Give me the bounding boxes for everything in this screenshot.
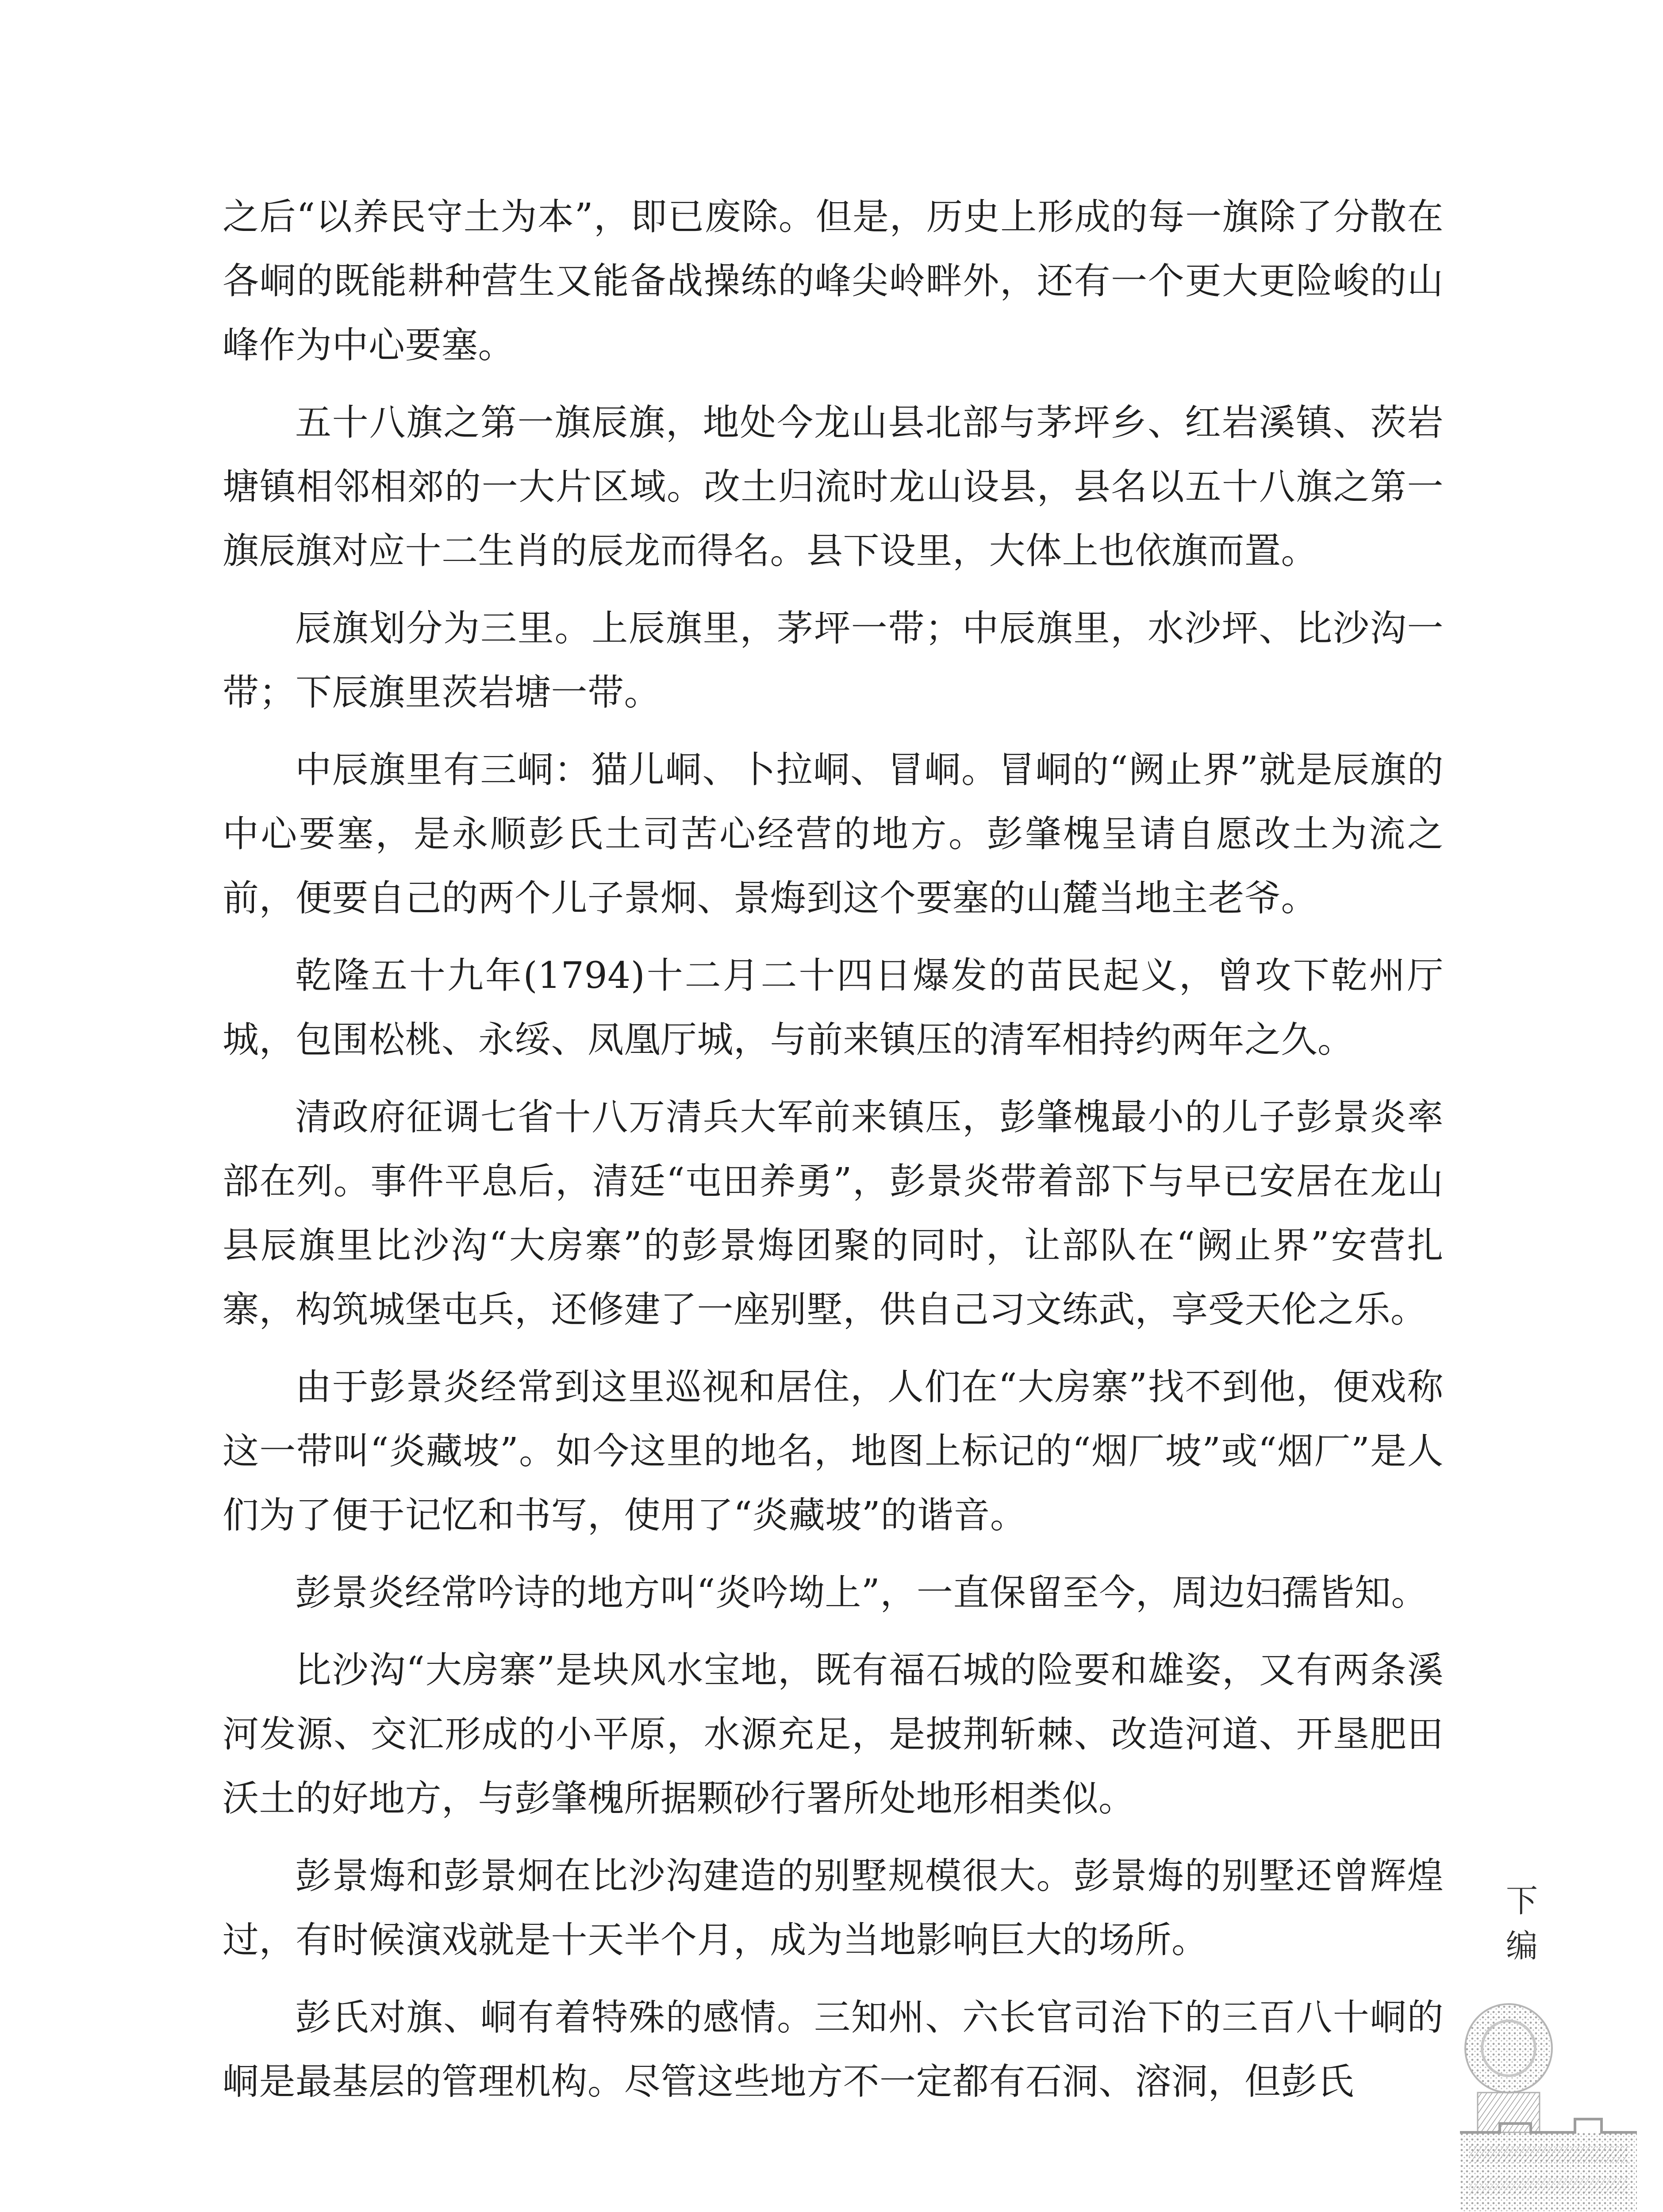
paragraph: 辰旗划分为三里。上辰旗里，茅坪一带；中辰旗里，水沙坪、比沙沟一带；下辰旗里茨岩塘一带。	[223, 607, 1444, 714]
paragraph: 彭氏对旗、峒有着特殊的感情。三知州、六长官司治下的三百八十峒的峒是最基层的管理机构。尽管这些地方不一定都有石洞、溶洞，但彭氏	[223, 1997, 1444, 2103]
paragraph: 清政府征调七省十八万清兵大军前来镇压，彭肇槐最小的儿子彭景炎率部在列。事件平息后，清廷“屯田养勇”，彭景炎带着部下与早已安居在龙山县辰旗里比沙沟“大房寨”的彭景烸团聚的同时，让部队在“阙止界”安营扎寨，构筑城堡屯兵，还修建了一座别墅，供自己习文练武，享受天伦之乐。	[223, 1096, 1444, 1331]
paragraph: 彭景炎经常吟诗的地方叫“炎吟坳上”，一直保留至今，周边妇孺皆知。	[295, 1572, 1428, 1614]
section-label: 下编	[1501, 1884, 1538, 1974]
paragraph: 中辰旗里有三峒：猫儿峒、卜拉峒、冒峒。冒峒的“阙止界”就是辰旗的中心要塞，是永顺彭氏土司苦心经营的地方。彭肇槐呈请自愿改土为流之前，便要自己的两个儿子景炯、景烸到这个要塞的山麓当地主老爷。	[223, 749, 1444, 919]
paragraph: 乾隆五十九年(1794)十二月二十四日爆发的苗民起义，曾攻下乾州厅城，包围松桃、永绥、凤凰厅城，与前来镇压的清军相持约两年之久。	[223, 955, 1444, 1061]
body-text	[223, 185, 1444, 2127]
paragraph: 五十八旗之第一旗辰旗，地处今龙山县北部与茅坪乡、红岩溪镇、茨岩塘镇相邻相郊的一大片区域。改土归流时龙山设县，县名以五十八旗之第一旗辰旗对应十二生肖的辰龙而得名。县下设里，大体上也依旗而置。	[223, 402, 1444, 572]
paragraph: 之后“以养民守土为本”，即已废除。但是，历史上形成的每一旗除了分散在各峒的既能耕种营生又能备战操练的峰尖岭畔外，还有一个更大更险峻的山峰作为中心要塞。	[223, 196, 1444, 366]
paragraph: 比沙沟“大房寨”是块风水宝地，既有福石城的险要和雄姿，又有两条溪河发源、交汇形成的小平原，水源充足，是披荆斩棘、改造河道、开垦肥田沃土的好地方，与彭肇槐所据颗砂行署所处地形相类似。	[223, 1649, 1444, 1820]
decorative-emblem	[1460, 2000, 1637, 2212]
paragraph: 彭景烸和彭景炯在比沙沟建造的别墅规模很大。彭景烸的别墅还曾辉煌过，有时候演戏就是十天半个月，成为当地影响巨大的场所。	[223, 1855, 1444, 1961]
paragraph: 由于彭景炎经常到这里巡视和居住，人们在“大房寨”找不到他，便戏称这一带叫“炎藏坡”。如今这里的地名，地图上标记的“烟厂坡”或“烟厂”是人们为了便于记忆和书写，使用了“炎藏坡”的谐音。	[223, 1366, 1444, 1536]
